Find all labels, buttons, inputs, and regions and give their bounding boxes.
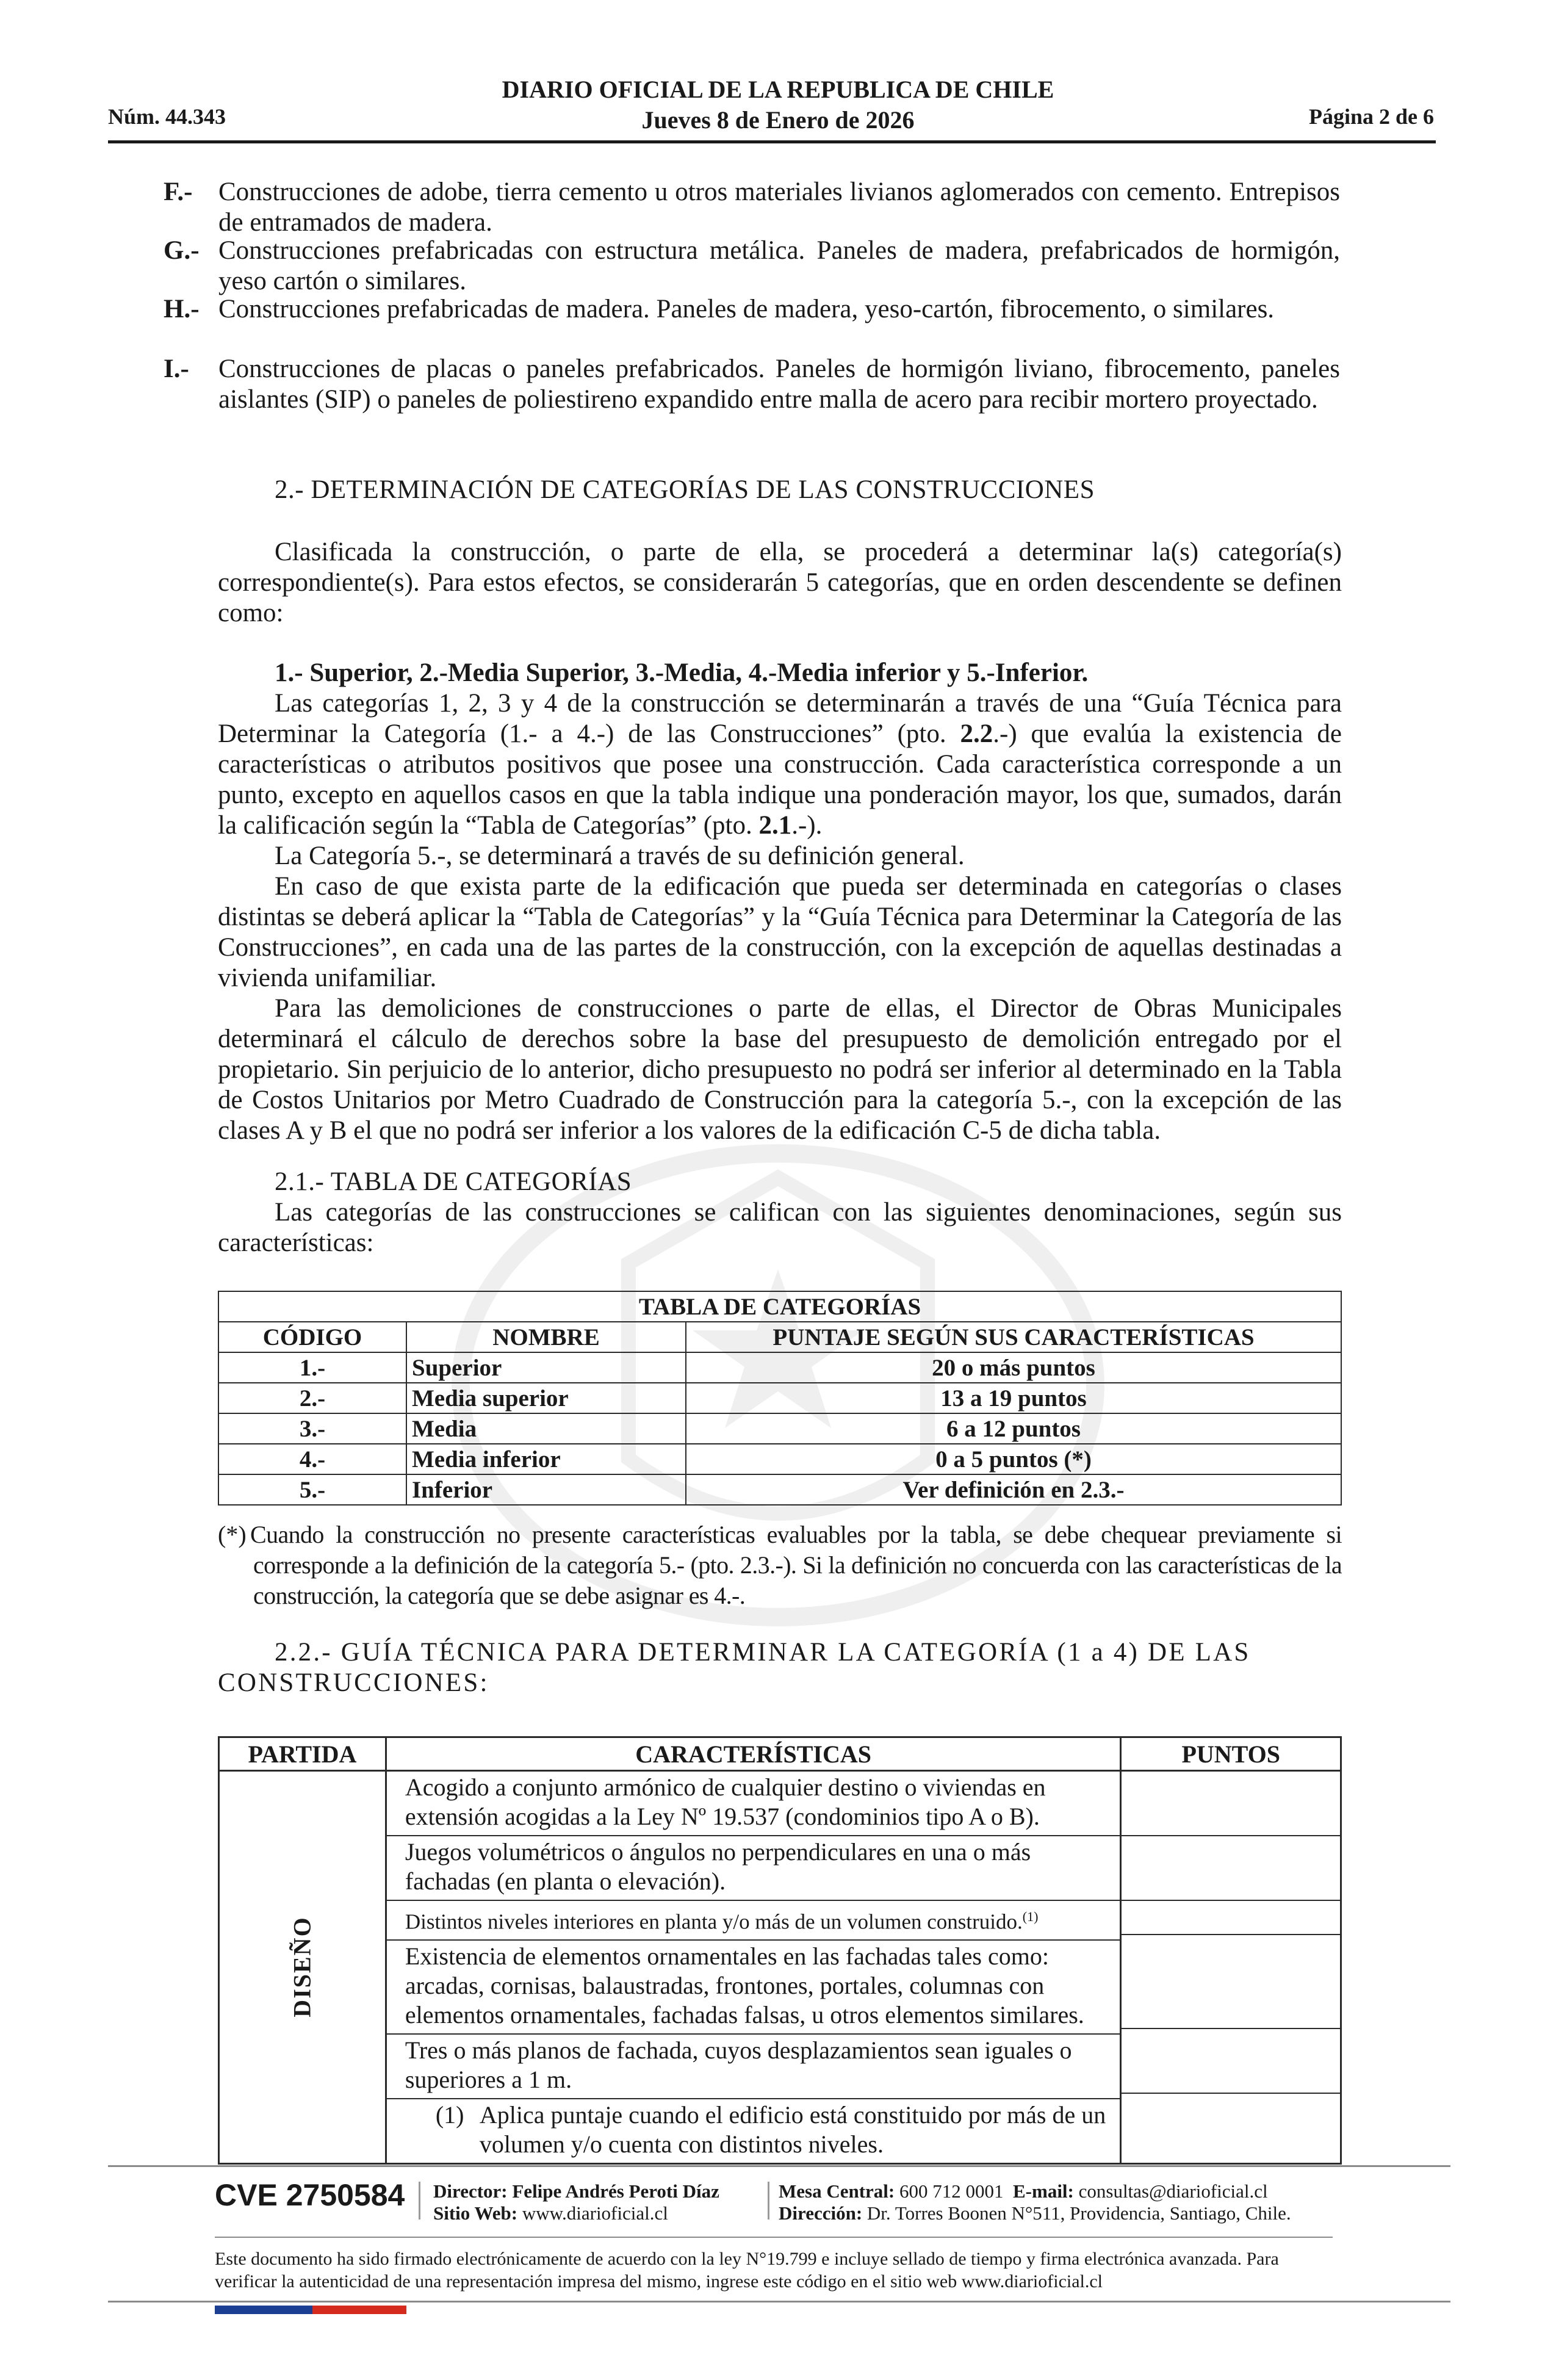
footer-divider: [108, 2301, 1450, 2302]
points-cell: [1122, 1836, 1340, 1901]
characteristic: Acogido a conjunto armónico de cualquier destino o viviendas en extensión acogidas a la Ley Nº 19.537 (condominios tipo A o B).: [387, 1772, 1120, 1836]
website-label: Sitio Web:: [433, 2202, 518, 2224]
table-cell: Media: [406, 1413, 686, 1444]
flag-stripe-blue: [215, 2306, 312, 2314]
list-item-f: [164, 177, 1340, 238]
column-header: CARACTERÍSTICAS: [386, 1737, 1121, 1771]
table-cell: 2.-: [218, 1383, 406, 1413]
table-cell: Superior: [406, 1352, 686, 1383]
table-cell: 1.-: [218, 1352, 406, 1383]
table-cell: Media inferior: [406, 1444, 686, 1474]
address-text: Dr. Torres Boonen N°511, Providencia, Santiago, Chile.: [866, 2202, 1291, 2224]
ref-2-1: 2.1: [758, 811, 792, 840]
contact-line: [779, 2180, 1291, 2202]
points-cell: [1122, 2029, 1340, 2094]
table-row: [218, 1474, 1341, 1505]
director-line: [433, 2180, 719, 2202]
table-row: [387, 1900, 1120, 1940]
points-cell: [1122, 2094, 1340, 2157]
characteristic: Existencia de elementos ornamentales en las fachadas tales como: arcadas, cornisas, balaustradas, frontones, portales, columnas con elementos ornamentales, fachadas falsas, u otros elementos similares.: [387, 1940, 1120, 2034]
section-2-paragraph-3: En caso de que exista parte de la edificación que pueda ser determinada en categorías o clases distintas se deberá aplicar la “Tabla de Categorías” y la “Guía Técnica para Determinar la Categoría de las Construcciones”, en cada una de las partes de la construcción, con la excepción de aquellas destinadas a vivienda unifamiliar.: [218, 872, 1342, 992]
partida-label: DISEÑO: [288, 1916, 316, 2018]
phone-label: Mesa Central:: [779, 2180, 895, 2202]
categories-line: 1.- Superior, 2.-Media Superior, 3.-Media, 4.-Media inferior y 5.-Inferior.: [275, 658, 1089, 687]
table-title-row: [218, 1291, 1341, 1322]
table-row: [219, 1771, 1341, 2164]
guide-table: [218, 1736, 1342, 2165]
points-cell: [1122, 1772, 1340, 1836]
phone-number: 600 712 0001: [899, 2180, 1004, 2202]
table-cell: 4.-: [218, 1444, 406, 1474]
note-mark: (*): [218, 1521, 247, 1548]
table-cell: Inferior: [406, 1474, 686, 1505]
item-letter: G.-: [164, 236, 200, 265]
column-header: PARTIDA: [219, 1737, 386, 1771]
table-row: [218, 1352, 1341, 1383]
table-cell: Ver definición en 2.3.-: [686, 1474, 1341, 1505]
table-note: [218, 1520, 1342, 1611]
footer-divider: [215, 2237, 1333, 2238]
website-line: [433, 2202, 719, 2224]
points-cell: [1122, 1935, 1340, 2029]
table-row: [218, 1444, 1341, 1474]
section-2-paragraph-1: [218, 688, 1342, 841]
table-title: TABLA DE CATEGORÍAS: [218, 1291, 1341, 1322]
section-2-2-heading: 2.2.- GUÍA TÉCNICA PARA DETERMINAR LA CATEGORÍA (1 a 4) DE LAS CONSTRUCCIONES:: [218, 1638, 1251, 1697]
characteristic-text: Distintos niveles interiores en planta y/o más de un volumen construido.: [405, 1909, 1023, 1934]
website-link[interactable]: www.diarioficial.cl: [522, 2202, 668, 2224]
note-text: Cuando la construcción no presente características evaluables por la tabla, se debe chequear previamente si corresponde a la definición de la categoría 5.- (pto. 2.3.-). Si la definición no concuerda con las características de la construcción, la categoría que se debe asignar es 4.-.: [250, 1521, 1342, 1609]
table-cell: 5.-: [218, 1474, 406, 1505]
table-row: [218, 1383, 1341, 1413]
table-footnote: [387, 2099, 1120, 2163]
column-header: PUNTOS: [1121, 1737, 1341, 1771]
address-label: Dirección:: [779, 2202, 863, 2224]
characteristics-list: [387, 1772, 1120, 2163]
issue-number: Núm. 44.343: [108, 104, 226, 129]
table-cell: Media superior: [406, 1383, 686, 1413]
column-header: CÓDIGO: [218, 1322, 406, 1352]
table-cell: 0 a 5 puntos (*): [686, 1444, 1341, 1474]
characteristic: [387, 1900, 1120, 1940]
item-letter: F.-: [164, 178, 193, 206]
list-item-i: [164, 354, 1340, 415]
section-2-1-heading: 2.1.- TABLA DE CATEGORÍAS: [275, 1167, 632, 1196]
points-column: [1121, 1771, 1341, 2164]
table-row: [387, 1772, 1120, 1836]
footer-director-block: [433, 2180, 719, 2224]
table-header-row: [219, 1737, 1341, 1771]
item-text: Construcciones prefabricadas de madera. Paneles de madera, yeso-cartón, fibrocemento, o similares.: [218, 295, 1275, 323]
text-run: .-).: [791, 811, 823, 840]
footer-divider: [108, 2165, 1450, 2167]
item-letter: I.-: [164, 355, 189, 383]
section-2-intro: Clasificada la construcción, o parte de ella, se procederá a determinar la(s) categoría(s) correspondiente(s). Para estos efectos, se considerarán 5 categorías, que en orden descendente se definen como:: [218, 538, 1342, 627]
characteristic: Tres o más planos de fachada, cuyos desplazamientos sean iguales o superiores a 1 m.: [387, 2034, 1120, 2099]
legal-notice: Este documento ha sido firmado electrónicamente de acuerdo con la ley N°19.799 e incluye sellado de tiempo y firma electrónica avanzada. Para verificar la autenticidad de una representación impresa del mismo, ingrese este código en el sitio web www.diarioficial.cl: [215, 2249, 1279, 2292]
email-link[interactable]: consultas@diarioficial.cl: [1078, 2180, 1268, 2202]
table-row: [387, 2099, 1120, 2163]
column-header: NOMBRE: [406, 1322, 686, 1352]
section-2-1-intro: Las categorías de las construcciones se califican con las siguientes denominaciones, según sus características:: [218, 1198, 1342, 1257]
section-2-heading: 2.- DETERMINACIÓN DE CATEGORÍAS DE LAS CONSTRUCCIONES: [275, 475, 1095, 504]
column-header: PUNTAJE SEGÚN SUS CARACTERÍSTICAS: [686, 1322, 1341, 1352]
section-2-paragraph-2: La Categoría 5.-, se determinará a través de su definición general.: [275, 842, 965, 870]
address-line: [779, 2202, 1291, 2224]
footer-separator: [768, 2182, 769, 2220]
director-label: Director:: [433, 2180, 508, 2202]
table-row: [387, 1940, 1120, 2034]
flag-stripe-red: [312, 2306, 406, 2314]
footer-separator: [419, 2182, 420, 2220]
item-letter: H.-: [164, 295, 200, 323]
gazette-title: DIARIO OFICIAL DE LA REPUBLICA DE CHILE: [502, 76, 1054, 103]
text-run: Las categorías 1, 2, 3 y 4 de la construcción se determinarán a través de una “Guía Técnica para Determinar la Categoría (1.- a 4.-) de las Construcciones” (pto.: [218, 689, 1342, 748]
footnote-ref: (1): [1022, 1909, 1039, 1924]
footnote-text: Aplica puntaje cuando el edificio está constituido por más de un volumen y/o cuenta con distintos niveles.: [479, 2101, 1106, 2158]
section-2-paragraph-4: Para las demoliciones de construcciones o parte de ellas, el Director de Obras Municipales determinará el cálculo de derechos sobre la base del presupuesto de demolición entregado por el propietario. Sin perjuicio de lo anterior, dicho presupuesto no podrá ser inferior al determinado en la Tabla de Costos Unitarios por Metro Cuadrado de Construcción para la categoría 5.-, con la excepción de las clases A y B el que no podrá ser inferior a los valores de la edificación C-5 de dicha tabla.: [218, 994, 1342, 1145]
footnote-mark: (1): [435, 2101, 464, 2129]
characteristics-cell: [386, 1771, 1121, 2164]
categories-table: [218, 1291, 1342, 1506]
page-number: Página 2 de 6: [1308, 104, 1434, 129]
item-text: Construcciones de adobe, tierra cemento u otros materiales livianos aglomerados con cemento. Entrepisos de entramados de madera.: [218, 178, 1340, 237]
partida-cell: [219, 1771, 386, 2164]
cve-code: CVE 2750584: [215, 2178, 405, 2212]
table-header-row: [218, 1322, 1341, 1352]
director-name: Felipe Andrés Peroti Díaz: [512, 2180, 719, 2202]
table-cell: 3.-: [218, 1413, 406, 1444]
table-cell: 13 a 19 puntos: [686, 1383, 1341, 1413]
item-text: Construcciones prefabricadas con estructura metálica. Paneles de madera, prefabricados de hormigón, yeso cartón o similares.: [218, 236, 1340, 295]
table-cell: 20 o más puntos: [686, 1352, 1341, 1383]
table-row: [218, 1413, 1341, 1444]
points-cell: [1122, 1901, 1340, 1935]
gazette-date: Jueves 8 de Enero de 2026: [641, 106, 915, 134]
table-row: [387, 1836, 1120, 1900]
list-item-g: [164, 236, 1340, 297]
table-row: [387, 2034, 1120, 2099]
ref-2-2: 2.2: [960, 719, 993, 748]
item-text: Construcciones de placas o paneles prefabricados. Paneles de hormigón liviano, fibrocemento, paneles aislantes (SIP) o paneles de poliestireno expandido entre malla de acero para recibir mortero proyectado.: [218, 355, 1340, 414]
footnote-row: [436, 2101, 1114, 2159]
table-cell: 6 a 12 puntos: [686, 1413, 1341, 1444]
header-divider: [108, 140, 1436, 143]
footer-contact-block: [779, 2180, 1291, 2224]
text-run: .-) que evalúa la existencia de características o atributos positivos que posee una construcción. Cada característica corresponde a un punto, excepto en aquellos casos en que la tabla indique una ponderación mayor, los que, sumados, darán la calificación según la “Tabla de Categorías” (pto.: [218, 719, 1342, 840]
characteristic: Juegos volumétricos o ángulos no perpendiculares en una o más fachadas (en planta o elevación).: [387, 1836, 1120, 1900]
list-item-h: [164, 294, 1340, 325]
email-label: E-mail:: [1013, 2180, 1074, 2202]
